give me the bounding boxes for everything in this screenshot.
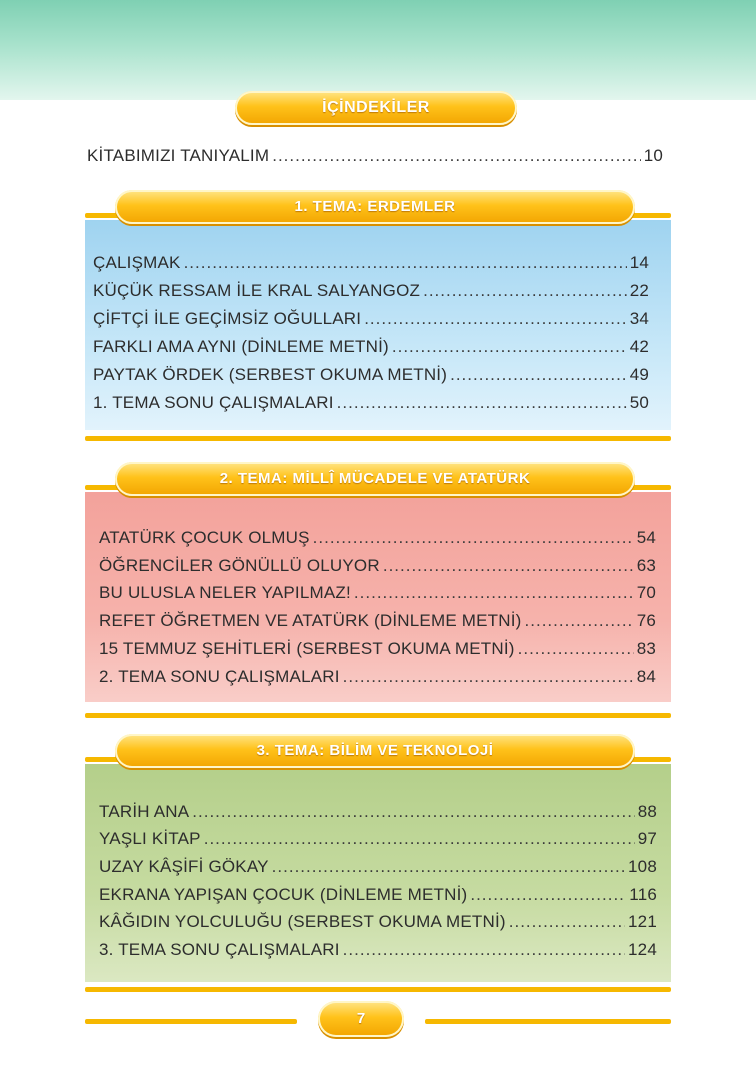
theme-3-bottom-bar xyxy=(85,987,671,992)
dot-leader xyxy=(337,393,627,413)
toc-entry-label: KİTABIMIZI TANIYALIM xyxy=(87,146,270,165)
toc-entry-label: ÇALIŞMAK xyxy=(93,253,181,272)
header-band xyxy=(0,0,756,100)
toc-entry-page: 22 xyxy=(629,281,649,300)
toc-entry[interactable] xyxy=(99,857,657,877)
dot-leader xyxy=(509,912,625,932)
toc-entry-label: TARİH ANA xyxy=(99,802,190,821)
toc-entry[interactable] xyxy=(99,940,657,960)
toc-entry-page: 97 xyxy=(637,829,657,848)
dot-leader xyxy=(392,337,627,357)
dot-leader xyxy=(343,667,634,687)
dot-leader xyxy=(343,940,625,960)
theme-1-bottom-bar xyxy=(85,436,671,441)
toc-entry-page: 10 xyxy=(643,146,663,165)
toc-entry-label: PAYTAK ÖRDEK (SERBEST OKUMA METNİ) xyxy=(93,365,448,384)
dot-leader xyxy=(364,309,626,329)
toc-entry-page: 34 xyxy=(629,309,649,328)
toc-entry-label: FARKLI AMA AYNI (DİNLEME METNİ) xyxy=(93,337,389,356)
theme-1-title: 1. TEMA: ERDEMLER xyxy=(115,190,635,224)
toc-entry-page: 76 xyxy=(636,611,656,630)
dot-leader xyxy=(272,857,625,877)
dot-leader xyxy=(204,829,635,849)
dot-leader xyxy=(313,528,634,548)
toc-entry-label: BU ULUSLA NELER YAPILMAZ! xyxy=(99,583,351,602)
toc-entry[interactable] xyxy=(99,667,656,687)
toc-entry[interactable] xyxy=(93,309,649,329)
dot-leader xyxy=(184,253,627,273)
toc-entry-page: 70 xyxy=(636,583,656,602)
theme-2-title: 2. TEMA: MİLLÎ MÜCADELE VE ATATÜRK xyxy=(115,462,635,496)
dot-leader xyxy=(383,556,634,576)
toc-entry[interactable] xyxy=(99,802,657,822)
toc-entry-label: REFET ÖĞRETMEN VE ATATÜRK (DİNLEME METNİ) xyxy=(99,611,522,630)
toc-entry-intro[interactable] xyxy=(87,146,663,166)
toc-entry[interactable] xyxy=(93,365,649,385)
toc-entry-label: ÇİFTÇİ İLE GEÇİMSİZ OĞULLARI xyxy=(93,309,362,328)
toc-entry[interactable] xyxy=(93,281,649,301)
toc-entry-page: 116 xyxy=(629,885,657,904)
toc-entry[interactable] xyxy=(99,885,657,905)
theme-2-bottom-bar xyxy=(85,713,671,718)
toc-entry-label: EKRANA YAPIŞAN ÇOCUK (DİNLEME METNİ) xyxy=(99,885,468,904)
toc-entry-label: ATATÜRK ÇOCUK OLMUŞ xyxy=(99,528,310,547)
toc-entry-page: 88 xyxy=(637,802,657,821)
toc-entry-page: 63 xyxy=(636,556,656,575)
toc-entry[interactable] xyxy=(99,583,656,603)
toc-entry-label: 2. TEMA SONU ÇALIŞMALARI xyxy=(99,667,340,686)
toc-entry[interactable] xyxy=(99,556,656,576)
toc-entry-label: UZAY KÂŞİFİ GÖKAY xyxy=(99,857,269,876)
page-number: 7 xyxy=(318,1001,404,1037)
dot-leader xyxy=(423,281,627,301)
toc-entry-page: 14 xyxy=(629,253,649,272)
dot-leader xyxy=(192,802,634,822)
toc-entry[interactable] xyxy=(99,528,656,548)
dot-leader xyxy=(470,885,626,905)
toc-entry-page: 124 xyxy=(628,940,657,959)
dot-leader xyxy=(518,639,634,659)
toc-entry[interactable] xyxy=(99,829,657,849)
toc-entry-label: YAŞLI KİTAP xyxy=(99,829,201,848)
dot-leader xyxy=(272,146,640,166)
toc-entry-label: ÖĞRENCİLER GÖNÜLLÜ OLUYOR xyxy=(99,556,380,575)
toc-entry-label: KÜÇÜK RESSAM İLE KRAL SALYANGOZ xyxy=(93,281,421,300)
footer-line-left xyxy=(85,1019,297,1024)
toc-entry-page: 84 xyxy=(636,667,656,686)
toc-entry-label: 1. TEMA SONU ÇALIŞMALARI xyxy=(93,393,334,412)
toc-entry-page: 50 xyxy=(629,393,649,412)
dot-leader xyxy=(354,583,634,603)
toc-entry-page: 54 xyxy=(636,528,656,547)
page-title: İÇİNDEKİLER xyxy=(235,91,517,125)
toc-entry-page: 42 xyxy=(629,337,649,356)
toc-entry[interactable] xyxy=(93,393,649,413)
toc-entry[interactable] xyxy=(99,611,656,631)
dot-leader xyxy=(525,611,634,631)
toc-entry-page: 83 xyxy=(636,639,656,658)
toc-entry-label: 15 TEMMUZ ŞEHİTLERİ (SERBEST OKUMA METNİ) xyxy=(99,639,515,658)
toc-entry-page: 49 xyxy=(629,365,649,384)
toc-entry[interactable] xyxy=(93,337,649,357)
theme-3-title: 3. TEMA: BİLİM VE TEKNOLOJİ xyxy=(115,734,635,768)
toc-entry[interactable] xyxy=(99,639,656,659)
toc-entry[interactable] xyxy=(99,912,657,932)
dot-leader xyxy=(450,365,627,385)
toc-entry-page: 108 xyxy=(628,857,657,876)
toc-entry-label: KÂĞIDIN YOLCULUĞU (SERBEST OKUMA METNİ) xyxy=(99,912,506,931)
toc-entry-label: 3. TEMA SONU ÇALIŞMALARI xyxy=(99,940,340,959)
footer-line-right xyxy=(425,1019,671,1024)
toc-entry[interactable] xyxy=(93,253,649,273)
toc-entry-page: 121 xyxy=(628,912,657,931)
